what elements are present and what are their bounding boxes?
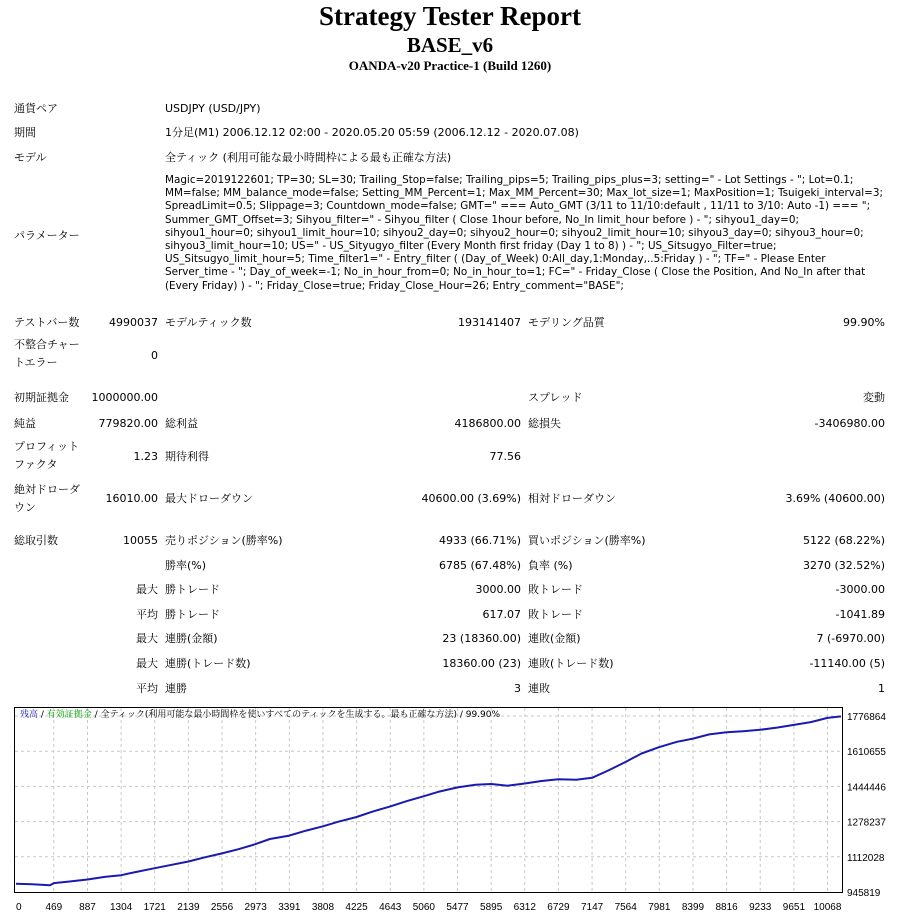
legend-separator: / bbox=[38, 710, 47, 720]
balance-chart bbox=[14, 707, 894, 919]
mismatch-value: 0 bbox=[151, 349, 158, 362]
gross-loss-label: 総損失 bbox=[528, 417, 561, 430]
max-dd-label: 最大ドローダウン bbox=[165, 492, 253, 505]
x-tick-label: 1304 bbox=[109, 902, 133, 913]
y-tick-label: 1112028 bbox=[847, 852, 885, 864]
pf-label-1: プロフィット bbox=[14, 440, 80, 453]
period-value: 1分足(M1) 2006.12.12 02:00 - 2020.05.20 05:59 (2006.12.12 - 2020.07.08) bbox=[165, 126, 579, 139]
avg-loss-value: -1041.89 bbox=[835, 608, 885, 621]
abs-dd-label-1: 絶対ドローダ bbox=[14, 483, 80, 496]
loss-label: 負率 (%) bbox=[528, 559, 573, 572]
x-tick-label: 4643 bbox=[379, 902, 402, 913]
x-tick-label: 2556 bbox=[210, 902, 234, 913]
avg-cons-loss-label: 連敗 bbox=[528, 682, 550, 695]
x-tick-label: 5477 bbox=[446, 902, 469, 913]
y-tick-label: 1776864 bbox=[847, 712, 886, 724]
spread-label: スプレッド bbox=[528, 391, 583, 404]
symbol-value: USDJPY (USD/JPY) bbox=[165, 102, 261, 115]
symbol-label: 通貨ペア bbox=[14, 102, 58, 115]
gross-profit-value: 4186800.00 bbox=[454, 417, 521, 430]
x-tick-label: 3808 bbox=[311, 902, 335, 913]
long-label: 買いポジション(勝率%) bbox=[528, 534, 646, 547]
legend-model: 全ティック(利用可能な最小時間枠を使いすべてのティックを生成する。最も正確な方法) bbox=[100, 710, 457, 720]
rel-dd-value: 3.69% (40600.00) bbox=[785, 492, 885, 505]
pf-label-2: ファクタ bbox=[14, 458, 58, 471]
cons-loss-money-label: 連敗(金額) bbox=[528, 632, 581, 645]
cons-loss-count-label: 連敗(トレード数) bbox=[528, 657, 614, 670]
avg-prefix: 平均 bbox=[136, 608, 158, 621]
abs-dd-label-2: ウン bbox=[14, 501, 36, 514]
x-tick-label: 469 bbox=[45, 902, 63, 913]
win-value: 6785 (67.48%) bbox=[438, 559, 521, 572]
legend-equity: 有効証拠金 bbox=[46, 710, 92, 720]
avg-win-label: 勝トレード bbox=[165, 608, 220, 621]
x-tick-label: 9233 bbox=[749, 902, 772, 913]
max-prefix: 最大 bbox=[136, 632, 158, 645]
x-tick-label: 9651 bbox=[782, 902, 806, 913]
chart-legend bbox=[20, 710, 500, 721]
report-build: OANDA-v20 Practice-1 (Build 1260) bbox=[348, 58, 552, 73]
x-tick-label: 6312 bbox=[513, 902, 536, 913]
win-label: 勝率(%) bbox=[165, 559, 207, 572]
x-tick-label: 7147 bbox=[580, 902, 604, 913]
spread-value: 変動 bbox=[863, 391, 885, 404]
cons-win-count-value: 18360.00 (23) bbox=[442, 657, 521, 670]
x-tick-label: 0 bbox=[16, 902, 22, 913]
short-label: 売りポジション(勝率%) bbox=[165, 534, 283, 547]
net-value: 779820.00 bbox=[98, 417, 158, 430]
x-tick-label: 2139 bbox=[177, 902, 200, 913]
avg-cons-win-value: 3 bbox=[514, 682, 521, 695]
y-tick-label: 1278237 bbox=[847, 817, 886, 829]
chart-frame bbox=[15, 708, 843, 893]
model-value: 全ティック (利用可能な最小時間枠による最も正確な方法) bbox=[165, 151, 452, 164]
legend-separator: / bbox=[91, 710, 101, 720]
params-label: パラメーター bbox=[14, 229, 80, 242]
params-value: Magic=2019122601; TP=30; SL=30; Trailing_Stop=false; Trailing_pips=5; Trailing_pips_plus=3; setting=" - Lot Settings - "; Lot=0.1; MM=false; MM_balance_mode=false; Setting_MM_Percent=1; Max_MM_Percent=30; Max_lot_size=1; MaxPosition=1; Tsuigeki_interval=3; SpreadLimit=0.5; Slippage=3; Countdown_mode=false; GMT=" === Auto_GMT (3/11 to 11/10:default , 11/11 to 3/10: Auto -1) === "; Summer_GMT_Offset=3; Sihyou_filter=" - Sihyou_filter ( Close 1hour before, No_In limit_hour before ) - "; sihyou1_day=0; sihyou1_hour=0; sihyou1_limit_hour=10; sihyou2_day=0; sihyou2_hour=0; sihyou2_limit_hour=10; sihyou3_day=0; sihyou3_hour=0; sihyou3_limit_hour=10; US=" - US_Sityugyo_filter (Every Month first friday (Day 1 to 8) ) - "; US_Sitsugyo_Filter=true; US_Sitsugyo_limit_hour=5; Time_filter1=" - Entry_filter ( (Day_of_Week) 0:All_day,1:Monday,..5:Friday ) - "; TF=" - Please Enter Server_time - "; Day_of_week=-1; No_in_hour_from=0; No_in_hour_to=1; FC=" - Friday_Close ( Close the Position, And No_In after that (Every Friday) ) - "; Friday_Close=true; Friday_Close_Hour=26; Entry_comment="BASE"; bbox=[165, 174, 884, 292]
deposit-label: 初期証拠金 bbox=[14, 391, 69, 404]
avg-win-value: 617.07 bbox=[482, 608, 521, 621]
mismatch-label-2: トエラー bbox=[14, 356, 58, 369]
x-tick-label: 4225 bbox=[345, 902, 368, 913]
gross-profit-label: 総利益 bbox=[165, 417, 198, 430]
x-tick-label: 5895 bbox=[480, 902, 503, 913]
max-dd-value: 40600.00 (3.69%) bbox=[421, 492, 521, 505]
x-tick-label: 1721 bbox=[143, 902, 166, 913]
quality-value: 99.90% bbox=[843, 316, 885, 329]
bars-label: テストバー数 bbox=[14, 316, 80, 329]
x-tick-label: 5060 bbox=[412, 902, 435, 913]
x-tick-label: 3391 bbox=[278, 902, 301, 913]
mismatch-label-1: 不整合チャー bbox=[14, 338, 80, 351]
avg-prefix: 平均 bbox=[136, 682, 158, 695]
deposit-value: 1000000.00 bbox=[91, 391, 158, 404]
x-tick-label: 887 bbox=[79, 902, 96, 913]
x-tick-label: 7564 bbox=[614, 902, 637, 913]
bars-value: 4990037 bbox=[109, 316, 158, 329]
long-value: 5122 (68.22%) bbox=[802, 534, 885, 547]
cons-loss-count-value: -11140.00 (5) bbox=[809, 657, 885, 670]
max-win-label: 勝トレード bbox=[165, 583, 220, 596]
avg-cons-win-label: 連勝 bbox=[165, 682, 187, 695]
cons-win-money-value: 23 (18360.00) bbox=[442, 632, 521, 645]
report-subtitle: BASE_v6 bbox=[406, 33, 494, 57]
avg-cons-loss-value: 1 bbox=[878, 682, 885, 695]
y-tick-label: 1610655 bbox=[847, 747, 886, 759]
trades-label: 総取引数 bbox=[14, 534, 58, 547]
avg-loss-label: 敗トレード bbox=[528, 608, 583, 621]
x-tick-label: 2973 bbox=[244, 902, 267, 913]
max-prefix: 最大 bbox=[136, 583, 158, 596]
rel-dd-label: 相対ドローダウン bbox=[528, 492, 616, 505]
max-prefix: 最大 bbox=[136, 657, 158, 670]
expected-value: 77.56 bbox=[489, 450, 521, 463]
x-tick-label: 8816 bbox=[715, 902, 738, 913]
period-label: 期間 bbox=[14, 126, 36, 139]
report-title: Strategy Tester Report bbox=[319, 1, 581, 31]
cons-win-count-label: 連勝(トレード数) bbox=[165, 657, 251, 670]
gross-loss-value: -3406980.00 bbox=[814, 417, 885, 430]
short-value: 4933 (66.71%) bbox=[438, 534, 521, 547]
cons-win-money-label: 連勝(金額) bbox=[165, 632, 218, 645]
x-tick-label: 6729 bbox=[547, 902, 570, 913]
legend-balance: 残高 bbox=[20, 710, 39, 720]
abs-dd-value: 16010.00 bbox=[105, 492, 158, 505]
trades-value: 10055 bbox=[123, 534, 158, 547]
net-label: 純益 bbox=[14, 417, 36, 430]
cons-loss-money-value: 7 (-6970.00) bbox=[816, 632, 885, 645]
y-tick-label: 945819 bbox=[847, 888, 881, 899]
ticks-label: モデルティック数 bbox=[165, 316, 252, 329]
expected-label: 期待利得 bbox=[165, 450, 209, 463]
max-win-value: 3000.00 bbox=[475, 583, 521, 596]
legend-quality: / 99.90% bbox=[456, 710, 501, 720]
x-tick-label: 7981 bbox=[648, 902, 671, 913]
loss-value: 3270 (32.52%) bbox=[802, 559, 885, 572]
x-tick-label: 10068 bbox=[813, 902, 842, 913]
max-loss-value: -3000.00 bbox=[835, 583, 885, 596]
max-loss-label: 敗トレード bbox=[528, 583, 583, 596]
quality-label: モデリング品質 bbox=[528, 316, 605, 329]
ticks-value: 193141407 bbox=[458, 316, 521, 329]
y-tick-label: 1444446 bbox=[847, 782, 886, 794]
model-label: モデル bbox=[14, 151, 47, 164]
pf-value: 1.23 bbox=[133, 450, 158, 463]
x-tick-label: 8399 bbox=[681, 902, 705, 913]
